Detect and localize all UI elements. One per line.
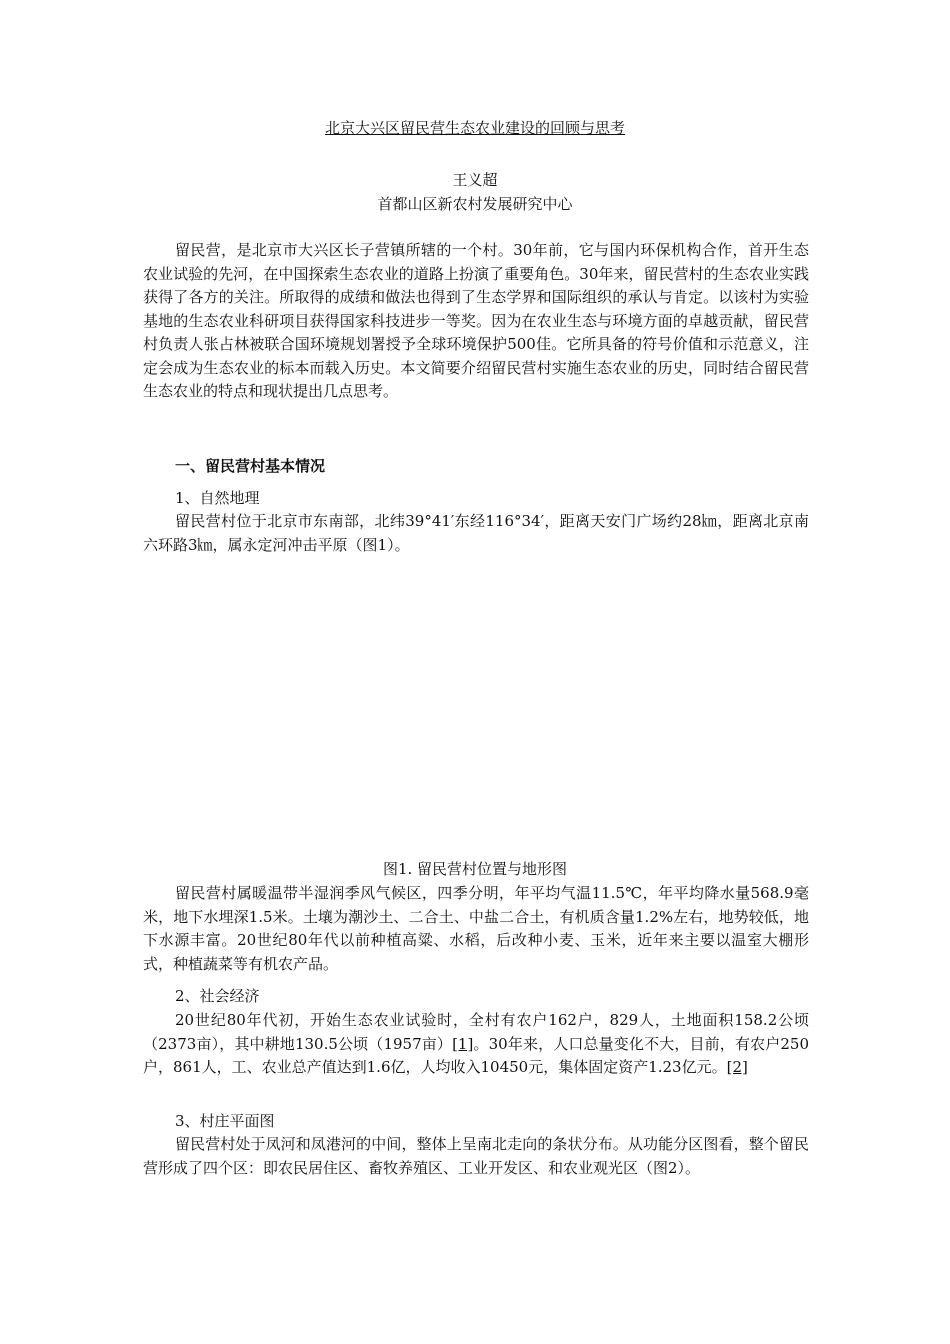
figure-1-caption: 图1. 留民营村位置与地形图	[382, 860, 568, 878]
reference-link-2[interactable]: [2]	[726, 1058, 748, 1076]
intro-text: 留民营，是北京市大兴区长子营镇所辖的一个村。30年前，它与国内环保机构合作，首开生态农业试验的先河，在中国探索生态农业的道路上扮演了重要角色。30年来，留民营村的生态农业实践获得了各方的关注。所取得的成绩和做法也得到了生态学界和国际组织的承认与肯定。以该村为实验基地的生态农业科研项目获得国家科技进步一等奖。因为在农业生态与环境方面的卓越贡献，留民营村负责人张占林被联合国环境规划署授予全球环境保护500佳。它所具备的符号价值和示范意义，注定会成为生态农业的标本而载入历史。本文简要介绍留民营村实施生态农业的历史，同时结合留民营生态农业的特点和现状提出几点思考。	[143, 241, 809, 400]
author-affiliation: 首都山区新农村发展研究中心	[377, 195, 573, 213]
subheading-natural-geography: 1、自然地理	[175, 489, 260, 507]
document-title[interactable]: 北京大兴区留民营生态农业建设的回顾与思考	[324, 119, 625, 137]
economy-text	[143, 1009, 809, 1080]
economy-paragraph	[143, 1009, 809, 1080]
economy-text-part-b: 。30年来，人口总量变化不大，目前，有农户250户，861人，工、农业总产值达到1.6亿，人均收入10450元，集体固定资产1.23亿元。	[143, 1034, 809, 1076]
subheading-social-economy: 2、社会经济	[175, 987, 260, 1005]
geography-paragraph	[143, 510, 809, 557]
economy-text-part-a: 20世纪80年代初，开始生态农业试验时，全村有农户162户，829人，土地面积158.2公顷（2373亩），其中耕地130.5公顷（1957亩）	[143, 1011, 809, 1053]
geography-text: 留民营村位于北京市东南部，北纬39°41′东经116°34′，距离天安门广场约28㎞，距离北京南六环路3㎞，属永定河冲击平原（图1）。	[143, 512, 809, 554]
section-heading-1: 一、留民营村基本情况	[175, 457, 326, 475]
subheading-village-plan: 3、村庄平面图	[175, 1112, 275, 1130]
village-plan-paragraph	[143, 1133, 809, 1180]
author-name: 王义超	[452, 171, 498, 189]
figure-1-placeholder	[143, 570, 809, 845]
reference-link-1[interactable]: [1]	[452, 1034, 474, 1053]
climate-paragraph	[143, 882, 809, 976]
climate-text: 留民营村属暖温带半湿润季风气候区，四季分明，年平均气温11.5℃，年平均降水量568.9毫米，地下水埋深1.5米。土壤为潮沙土、二合土、中盐二合土，有机质含量1.2%左右，地势较低，地下水源丰富。20世纪80年代以前种植高粱、水稻，后改种小麦、玉米，近年来主要以温室大棚形式，种植蔬菜等有机农产品。	[143, 884, 809, 973]
village-plan-text: 留民营村处于凤河和凤港河的中间，整体上呈南北走向的条状分布。从功能分区图看，整个留民营形成了四个区：即农民居住区、畜牧养殖区、工业开发区、和农业观光区（图2）。	[143, 1135, 809, 1177]
intro-paragraph	[143, 239, 809, 404]
